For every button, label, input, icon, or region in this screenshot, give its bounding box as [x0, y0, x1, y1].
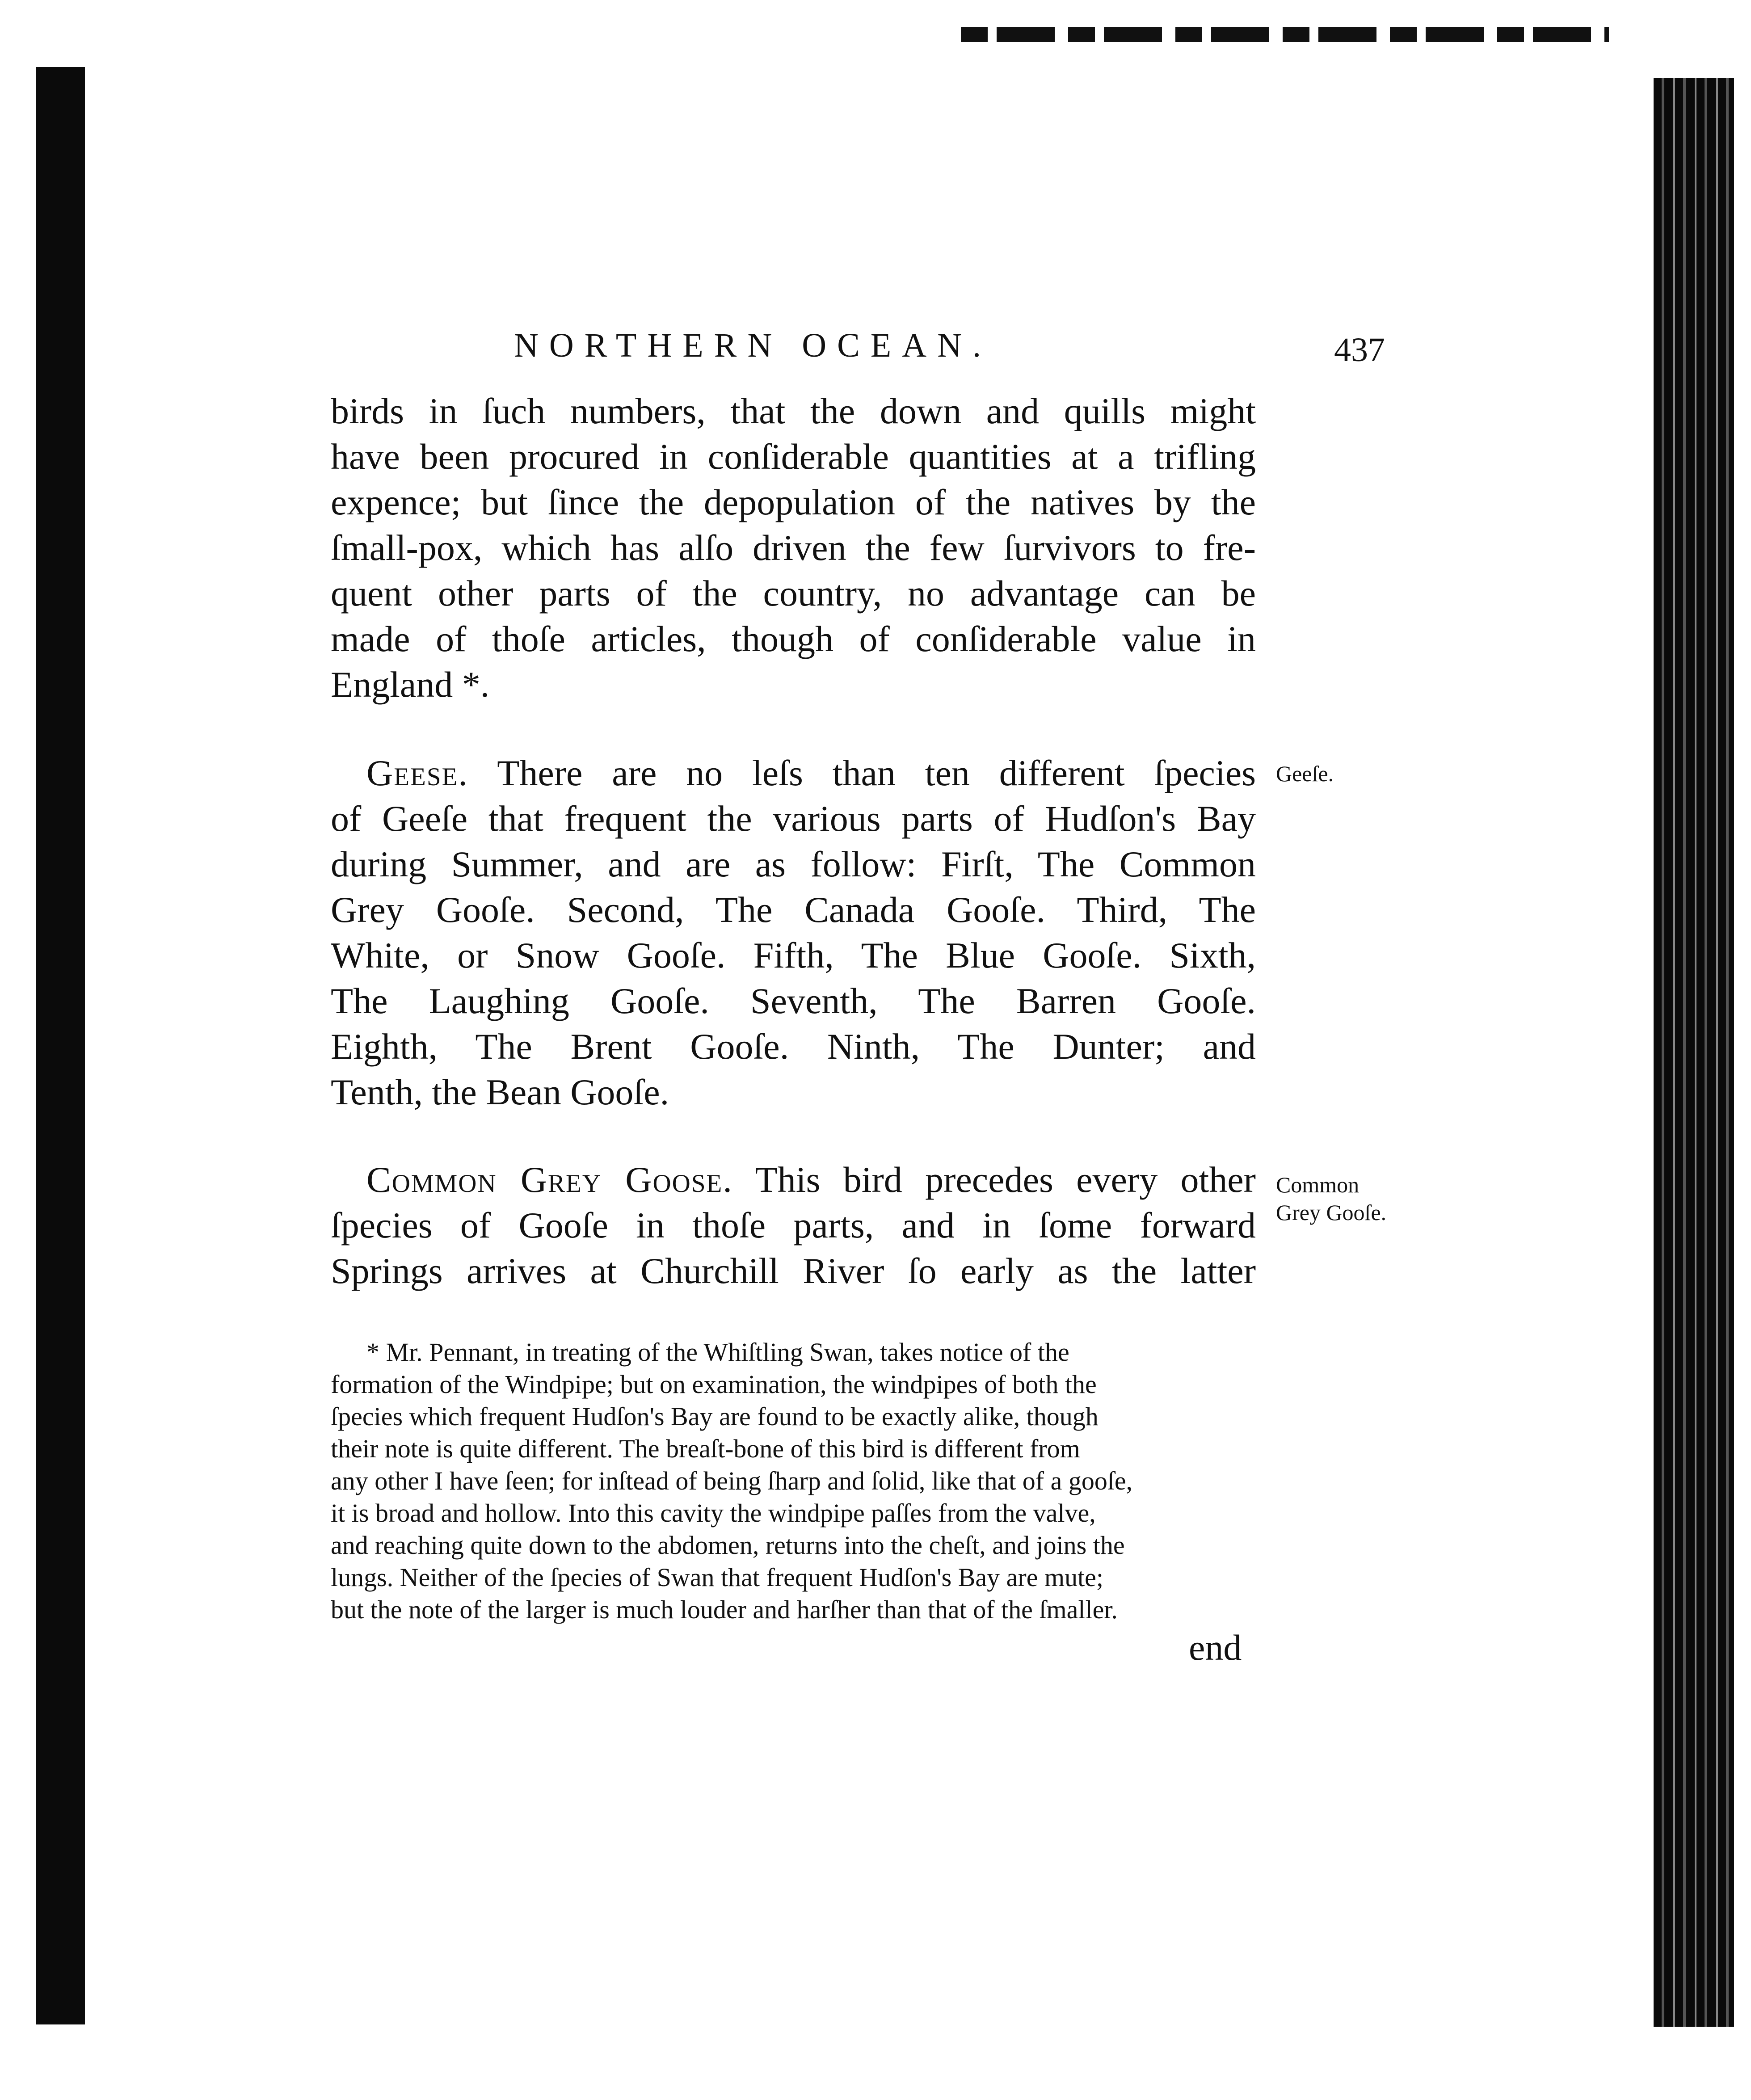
- margin-note-line: Grey Gooſe.: [1276, 1200, 1387, 1225]
- text-line: have been procured in conſiderable quantities at a trifling: [331, 436, 1256, 477]
- footnote-line: their note is quite different. The breaſt-bone of this bird is different from: [331, 1434, 1080, 1463]
- text-line-first: [366, 751, 1256, 795]
- text-line: during Summer, and are as follow: Firſt, The Common: [331, 844, 1256, 884]
- section-lead: Geese.: [366, 753, 468, 793]
- text-run: This bird precedes every other: [755, 1159, 1256, 1200]
- text-line: Springs arrives at Churchill River ſo early as the latter: [331, 1250, 1256, 1291]
- footnote-line: and reaching quite down to the abdomen, returns into the cheſt, and joins the: [331, 1531, 1125, 1560]
- running-header: NORTHERN OCEAN.: [514, 327, 992, 364]
- footnote-line: any other I have ſeen; for inſtead of being ſharp and ſolid, like that of a gooſe,: [331, 1466, 1133, 1495]
- text-line: The Laughing Gooſe. Seventh, The Barren Gooſe.: [331, 981, 1256, 1021]
- scan-edge-right: [1654, 78, 1734, 2027]
- text-line: expence; but ſince the depopulation of the natives by the: [331, 482, 1256, 522]
- catchword: end: [1189, 1627, 1242, 1668]
- scan-edge-left: [36, 67, 85, 2024]
- text-line: of Geeſe that frequent the various parts of Hudſon's Bay: [331, 798, 1256, 839]
- section-lead: Common Grey Goose.: [366, 1159, 733, 1200]
- footnote-line: it is broad and hollow. Into this cavity the windpipe paſſes from the valve,: [331, 1498, 1096, 1528]
- text-line: Eighth, The Brent Gooſe. Ninth, The Dunter; and: [331, 1026, 1256, 1067]
- text-line: made of thoſe articles, though of conſiderable value in: [331, 619, 1256, 659]
- text-line: Grey Gooſe. Second, The Canada Gooſe. Third, The: [331, 889, 1256, 930]
- page-number: 437: [1334, 331, 1385, 369]
- text-line: birds in ſuch numbers, that the down and quills might: [331, 391, 1256, 431]
- text-line: Tenth, the Bean Gooſe.: [331, 1072, 669, 1112]
- text-line: England *.: [331, 664, 490, 705]
- footnote-line: * Mr. Pennant, in treating of the Whiſtling Swan, takes notice of the: [366, 1338, 1069, 1367]
- text-line: quent other parts of the country, no advantage can be: [331, 573, 1256, 614]
- text-line-first: [366, 1157, 1256, 1202]
- footnote-line: but the note of the larger is much louder and harſher than that of the ſmaller.: [331, 1595, 1118, 1624]
- text-line: ſmall-pox, which has alſo driven the few ſurvivors to fre-: [331, 527, 1256, 568]
- margin-note-common-grey-goose: [1276, 1171, 1419, 1226]
- text-line: White, or Snow Gooſe. Fifth, The Blue Gooſe. Sixth,: [331, 935, 1256, 976]
- text-line: ſpecies of Gooſe in thoſe parts, and in ſome forward: [331, 1205, 1256, 1246]
- margin-note-geese: Geeſe.: [1276, 761, 1334, 786]
- footnote-line: ſpecies which frequent Hudſon's Bay are found to be exactly alike, though: [331, 1402, 1099, 1431]
- margin-note-line: Common: [1276, 1172, 1360, 1197]
- footnote-line: formation of the Windpipe; but on examination, the windpipes of both the: [331, 1370, 1097, 1399]
- footnote-line: lungs. Neither of the ſpecies of Swan that frequent Hudſon's Bay are mute;: [331, 1563, 1104, 1592]
- scan-edge-top: [961, 27, 1609, 42]
- text-run: There are no leſs than ten different ſpecies: [497, 753, 1256, 793]
